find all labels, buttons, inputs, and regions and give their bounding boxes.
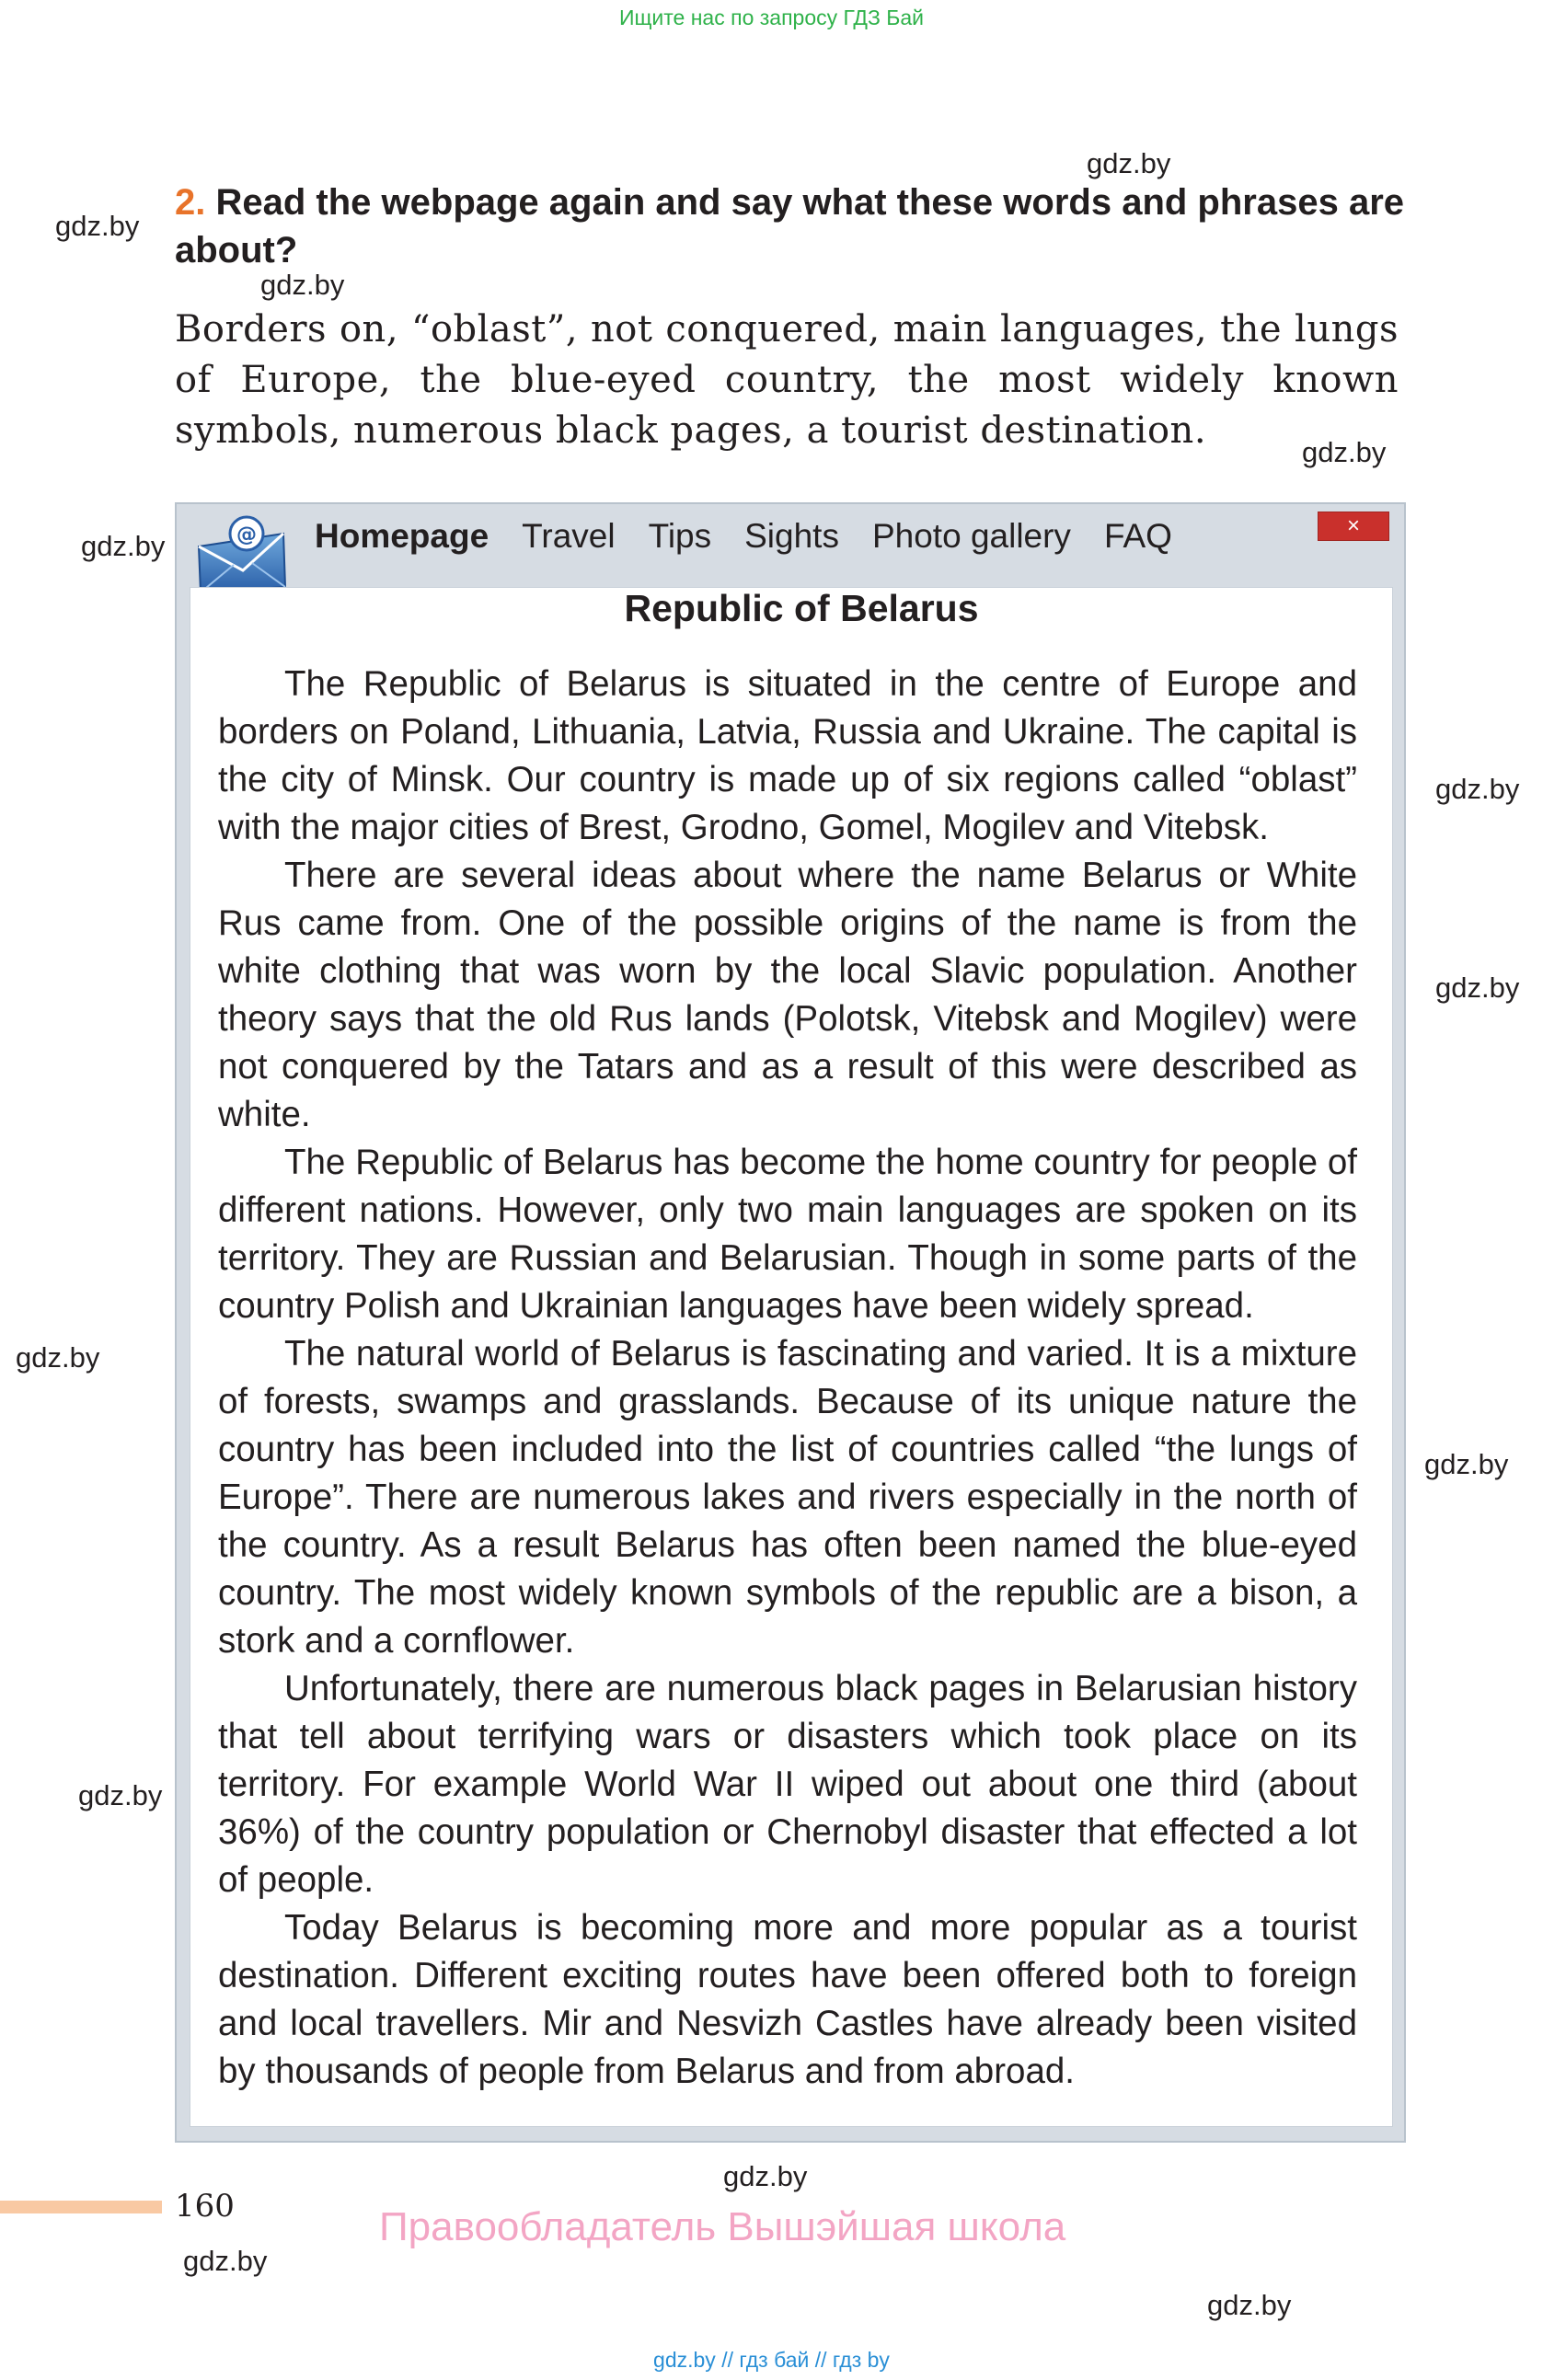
paragraph: The natural world of Belarus is fascinating and varied. It is a mixture of forests, swamps and grasslands. Because of its unique nature the country has been included into the list of countries called “the lungs of Europe”. There are numerous lakes and rivers especially in the north of the country. As a result Belarus has often been named the blue-eyed country. The most widely known symbols of the republic are a bison, a stork and a cornflower. [218,1334,1357,1661]
paragraph: Unfortunately, there are numerous black pages in Belarusian history that tell about terrifying wars or disasters which took place on its territory. For example World War II wiped out about one third (about 36%) of the country population or Chernobyl disaster that effected a lot of people. [218,1669,1357,1900]
watermark: gdz.by [1087,147,1171,179]
task-prompt-text: Read the webpage again and say what these words and phrases are about? [175,182,1405,270]
watermark: gdz.by [260,269,345,301]
watermark: gdz.by [723,2160,808,2192]
article-body [218,661,1357,2096]
paragraph: Today Belarus is becoming more and more popular as a tourist destination. Different exciting routes have been offered both to foreign and local travellers. Mir and Nesvizh Castles have already been visited by thousands of people from Belarus and from abroad. [218,1908,1357,2091]
nav-photo-gallery[interactable]: Photo gallery [871,517,1071,555]
email-icon [193,512,289,594]
watermark: gdz.by [1424,1448,1509,1480]
nav-faq[interactable]: FAQ [1103,517,1172,555]
nav-sights[interactable]: Sights [744,517,839,555]
watermark: gdz.by [1435,773,1520,805]
page-title: Republic of Belarus [624,587,979,629]
svg-text:@: @ [236,523,257,546]
watermark: gdz.by [78,1779,163,1811]
paragraph: The Republic of Belarus has become the home country for people of different nations. However, only two main languages are spoken on its territory. They are Russian and Belarusian. Though in some parts of the country Polish and Ukrainian languages have been widely spread. [218,1143,1357,1326]
bottom-links[interactable]: gdz.by // гдз бай // гдз by [653,2348,890,2372]
task-number: 2. [175,182,206,223]
browser-window [175,502,1406,2143]
page-number-bar [0,2201,162,2213]
copyright-notice: Правообладатель Вышэйшая школа [379,2204,1066,2249]
nav-homepage[interactable]: Homepage [315,517,489,555]
task-phrases: Borders on, “oblast”, not conquered, main languages, the lungs of Europe, the blue-eyed country, the most widely known symbols, numerous black pages, a tourist destination. [175,308,1399,452]
paragraph: There are several ideas about where the name Belarus or White Rus came from. One of the possible origins of the name is from the white clothing that was worn by the local Slavic population. Another theory says that the old Rus lands (Polotsk, Vitebsk and Mogilev) were not conquered by the Tatars and as a result of this were described as white. [218,856,1357,1134]
watermark: gdz.by [1207,2289,1292,2321]
watermark: gdz.by [1435,972,1520,1004]
paragraph: The Republic of Belarus is situated in the centre of Europe and borders on Poland, Lithuania, Latvia, Russia and Ukraine. The capital is the city of Minsk. Our country is made up of six regions called “oblast” with the major cities of Brest, Grodno, Gomel, Mogilev and Vitebsk. [218,664,1357,847]
top-banner[interactable]: Ищите нас по запросу ГДЗ Бай [618,6,925,29]
task-prompt [175,178,1408,274]
watermark: gdz.by [1302,436,1387,468]
watermark: gdz.by [16,1341,100,1374]
watermark: gdz.by [183,2245,268,2277]
page-number: 160 [175,2188,235,2225]
site-navigation [315,517,1172,563]
nav-travel[interactable]: Travel [522,517,616,555]
nav-tips[interactable]: Tips [648,517,712,555]
close-button[interactable]: × [1318,512,1389,541]
watermark: gdz.by [55,210,140,242]
watermark: gdz.by [81,530,166,562]
